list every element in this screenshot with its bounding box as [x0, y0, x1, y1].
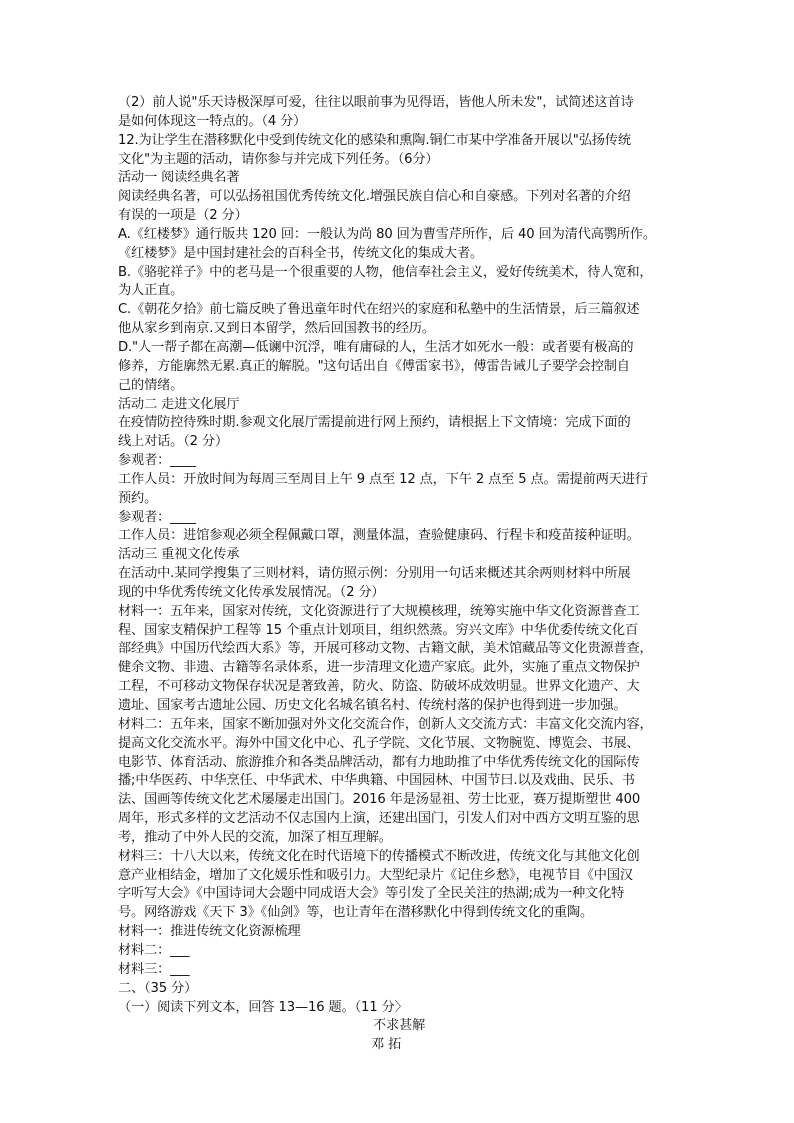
text-line: （一）阅读下列文本，回答 13—16 题。（11 分〉	[118, 999, 408, 1015]
text-line: 是如何体现这一特点的。（4 分）	[118, 113, 307, 129]
text-line: 材料一：推进传统文化资源梳理	[118, 924, 301, 940]
text-line: 活动三 重视文化传承	[118, 547, 240, 563]
essay-title: 不求甚解	[373, 1018, 426, 1034]
text-line: 有误的一项是（2 分）	[118, 208, 248, 224]
text-line: （2）前人说"乐天诗极深厚可爱，往往以眼前事为见得语，皆他人所未发"，试简述这首诗	[118, 95, 634, 110]
text-line: 材料二：___	[118, 942, 190, 958]
text-line: 部经典》中国历代绘西大系》等，开展可移动文物、古籍文献，美术馆藏品等文化贵源普查，	[118, 641, 653, 657]
text-line: 现的中华优秀传统文化传承发展情况。（2 分）	[118, 584, 385, 600]
text-line: 在活动中.某同学搜集了三则材料，请仿照示例：分别用一句话来概述其余两则材料中所展	[118, 566, 631, 582]
text-line: 字听写大会》《中国诗词大会题中同成语大会》等引发了全民关注的热湖;成为一种文化特	[118, 886, 625, 902]
text-line: 12.为让学生在潜移默化中受到传统文化的感染和熏陶.铜仁市某中学准备开展以"弘扬传统	[118, 132, 631, 148]
text-line: 二、（35 分）	[118, 980, 198, 996]
text-line: 参观者：____	[118, 453, 196, 469]
text-line: 线上对话。（2 分）	[118, 434, 228, 450]
text-line: 考，推动了中外人民的交流，加深了相互理解。	[118, 829, 392, 845]
text-line: 预约。	[118, 490, 158, 506]
text-line: 程、国家支精保护工程等 15 个重点计划项目，组织然蒸。穷兴文库》中华优委传统文化百	[118, 622, 638, 638]
text-line: 工程，不可移动文物保存状况是著致善，防火、防盗、防破坏成效明显。世界文化遗产、大	[118, 679, 640, 695]
text-line: A.《红楼梦》通行版共 120 回：一般认为尚 80 回为曹雪芹所作，后 40 回为清代高鹗所作。	[118, 226, 656, 242]
text-line: C.《朝花夕拾》前七篇反映了鲁迅童年时代在绍兴的家庭和私塾中的生活情景，后三篇叙述	[118, 302, 640, 318]
text-line: 播;中华医药、中华烹任、中华武术、中华典籍、中国园林、中国节曰.以及戏曲、民乐、书	[118, 773, 635, 789]
text-line: 材料一：五年来，国家对传统，文化资源进行了大规模核理，统筹实施中华文化资源普查工	[118, 603, 640, 619]
text-line: 号。网络游戏《天下 3》《仙剑》等，也让青年在潜移默化中得到传统文化的重陶。	[118, 905, 594, 921]
text-line: D."人一帮子都在高潮—低谰中沉浮，唯有庸碌的人，生活才如死水一般：或者要有极高的	[118, 339, 634, 355]
exam-page	[118, 94, 678, 1055]
text-line: 在疫情防控待殊时期.参观文化展厅需提前进行网上预约，请根据上下文情境：完成下面的	[118, 415, 631, 431]
text-line: 参观者：____	[118, 509, 196, 525]
text-line: 为人正直。	[118, 283, 184, 299]
text-line: 阅读经典名著，可以弘扬祖国优秀传统文化.增强民族自信心和自豪感。下列对名著的介绍	[118, 189, 631, 205]
text-line: 工作人员：进馆参观必须全程佩戴口罩，测量体温，查验健康码、行程卡和疫苗接种证明。	[118, 528, 640, 544]
text-line: 意产业相结金，增加了文化媛乐性和吸引力。大型纪录片《记住乡愁》，电视节目《中国汉	[118, 867, 633, 883]
text-line: 材料三：___	[118, 961, 190, 977]
text-line: B.《骆驼祥子》中的老马是一个很重要的人物，他信奉社会主义，爱好传统美术，待人宽和，	[118, 264, 653, 280]
text-line: 材料三：十八大以来，传统文化在时代语境下的传播模式不断改进，传统文化与其他文化创	[118, 848, 640, 864]
text-line: 《红楼梦》是中国封建社会的百科全书，传统文化的集成大者。	[118, 245, 484, 261]
text-line: 法、国画等传统文化艺术屡屡走出国门。2016 年是汤显祖、劳士比亚，赛万提斯塑世 400	[118, 792, 641, 808]
text-line: 材料二：五年来，国家不断加强对外文化交流合作，创新人文交流方式：丰富文化交流内容，	[118, 716, 653, 732]
text-line: 电影节、体育活动、旅游推介和各类品牌活动，都有力地助推了中华优秀传统文化的国际传	[118, 754, 640, 770]
text-line: 活动一 阅读经典名著	[118, 170, 240, 186]
text-line: 遗址、国家考古遗址公园、历史文化名城名镇名村、传统村落的保护也得到进一步加强。	[118, 698, 627, 713]
text-line: 工作人员：开放时间为每周三至周目上午 9 点至 12 点，下午 2 点至 5 点。需提前两天进行	[118, 471, 648, 487]
essay-author: 邓 拓	[371, 1037, 402, 1053]
text-line: 修养，方能廓然无累.真正的解脱。"这句话出自《傅雷家书》，傅雷告诫儿子要学会控制自	[118, 358, 630, 374]
text-line: 提高文化交流水平。海外中国文化中心、孔子学院、文化节展、文物腕览、博览会、书展、	[118, 735, 640, 751]
text-line: 活动二 走进文化展厅	[118, 396, 240, 412]
text-line: 他从家乡到南京.又到日本留学，然后回国教书的经历。	[118, 321, 435, 337]
text-line: 健余文物、非遗、古籍等名录体系，进一步清理文化遗产家底。此外，实施了重点文物保护	[118, 660, 640, 676]
text-line: 文化"为主题的活动，请你参与并完成下列任务。（6分）	[118, 151, 439, 167]
text-line: 己的情绪。	[118, 377, 184, 393]
text-line: 周年，形式多样的文艺活动不仅志国内上演，还建出国门，引发人们对中西方文明互鉴的思	[118, 811, 640, 827]
